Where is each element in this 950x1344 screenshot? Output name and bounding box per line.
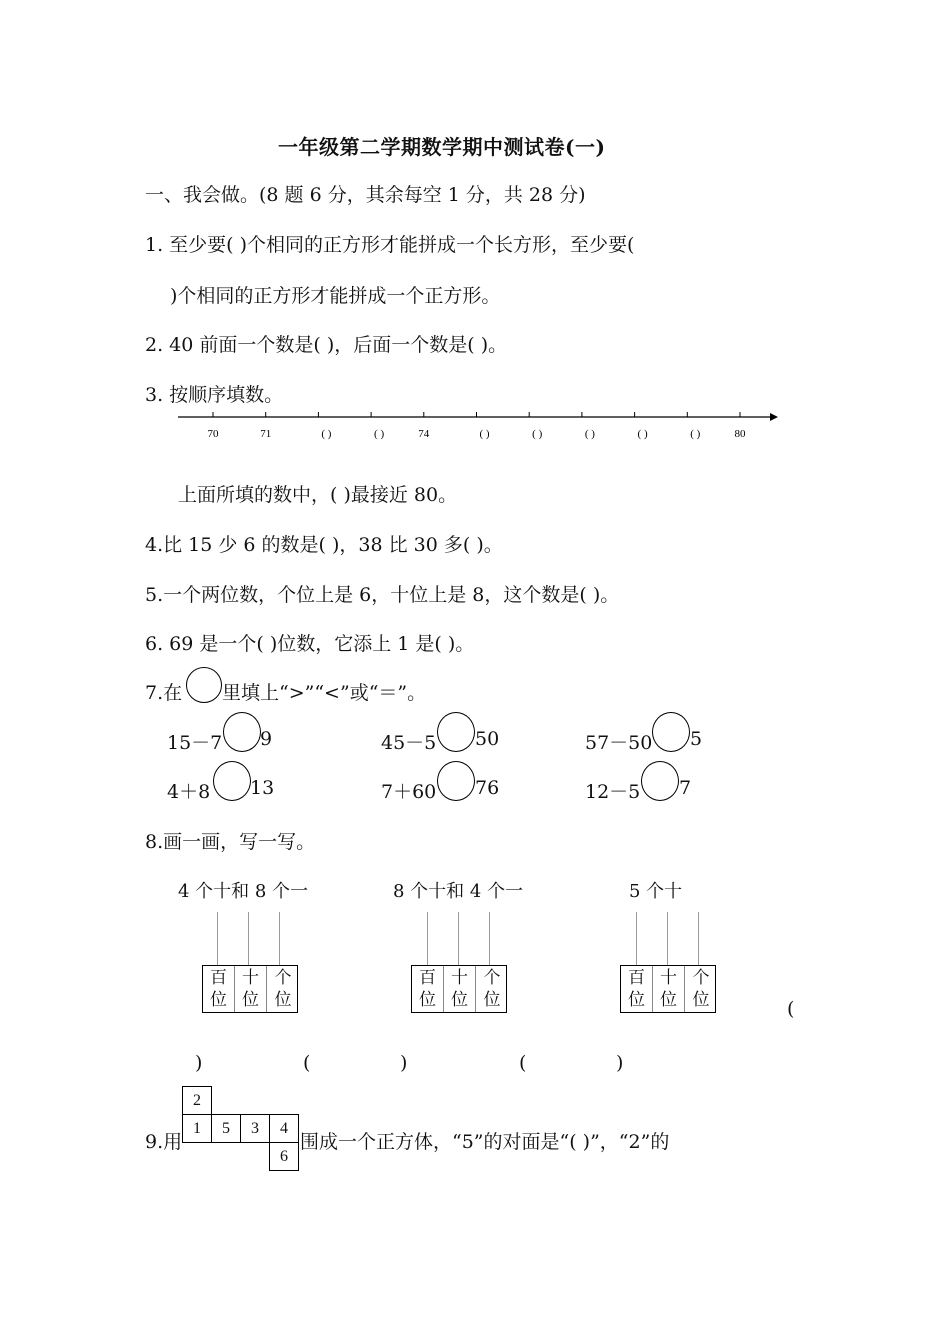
answer-paren-open-3: (	[519, 1052, 527, 1074]
number-line-label[interactable]: ( )	[321, 428, 332, 440]
question-5: 5.一个两位数，个位上是 6，十位上是 8，这个数是( )。	[145, 584, 620, 606]
place-hundreds: 百 位	[412, 966, 444, 1012]
number-line-label[interactable]: ( )	[479, 428, 490, 440]
cube-net-face-5: 5	[211, 1114, 241, 1143]
answer-paren-close-2: )	[400, 1052, 408, 1074]
abacus-rod	[427, 912, 428, 965]
question-8-label: 8.画一画，写一写。	[145, 831, 316, 853]
cube-net-face-4: 4	[269, 1114, 299, 1143]
abacus-caption-2: 8 个十和 4 个一	[393, 881, 524, 902]
abacus-caption-3: 5 个十	[629, 881, 683, 902]
cube-net-face-2: 2	[182, 1086, 212, 1115]
place-ones: 个 位	[692, 968, 710, 1010]
question-4: 4.比 15 少 6 的数是( )，38 比 30 多( )。	[145, 534, 503, 556]
abacus-1[interactable]	[202, 965, 298, 1013]
place-tens: 十 位	[235, 966, 267, 1012]
compare-left-1: 15－7	[167, 732, 223, 754]
compare-circle-5[interactable]	[437, 761, 475, 801]
question-3-follow: 上面所填的数中，( )最接近 80。	[178, 484, 458, 506]
compare-right-4: 13	[250, 777, 275, 799]
section-heading: 一、我会做。(8 题 6 分，其余每空 1 分，共 28 分)	[145, 184, 586, 206]
compare-left-4: 4＋8	[167, 781, 211, 803]
compare-circle-2[interactable]	[437, 712, 475, 752]
number-line	[0, 400, 950, 450]
number-line-label: 70	[207, 428, 219, 440]
compare-circle-6[interactable]	[641, 761, 679, 801]
place-tens: 十 位	[444, 966, 476, 1012]
compare-left-6: 12－5	[585, 781, 641, 803]
compare-right-6: 7	[679, 777, 692, 799]
question-7-pre: 7.在	[145, 682, 183, 704]
number-line-label[interactable]: ( )	[374, 428, 385, 440]
abacus-rod	[489, 912, 490, 965]
number-line-label[interactable]: ( )	[584, 428, 595, 440]
abacus-3[interactable]	[620, 965, 716, 1013]
compare-right-2: 50	[475, 728, 500, 750]
place-hundreds: 百 位	[203, 966, 235, 1012]
question-2: 2. 40 前面一个数是( )，后面一个数是( )。	[145, 334, 508, 356]
compare-left-5: 7＋60	[381, 781, 437, 803]
compare-circle-3[interactable]	[652, 712, 690, 752]
abacus-rod	[667, 912, 668, 965]
place-tens: 十 位	[653, 966, 685, 1012]
page-title: 一年级第二学期数学期中测试卷(一)	[278, 135, 606, 159]
cube-net-face-1: 1	[182, 1114, 212, 1143]
place-ones: 个 位	[274, 968, 292, 1010]
compare-circle-icon	[186, 667, 222, 703]
place-hundreds: 百 位	[621, 966, 653, 1012]
answer-paren-open-1: (	[787, 998, 795, 1020]
compare-right-3: 5	[690, 728, 703, 750]
number-line-label: 80	[734, 428, 746, 440]
answer-paren-open-2: (	[303, 1052, 311, 1074]
number-line-label[interactable]: ( )	[532, 428, 543, 440]
place-ones: 个 位	[483, 968, 501, 1010]
abacus-caption-1: 4 个十和 8 个一	[178, 881, 309, 902]
cube-net-face-3: 3	[240, 1114, 270, 1143]
question-1-line-1: 1. 至少要( )个相同的正方形才能拼成一个长方形，至少要(	[145, 234, 635, 256]
compare-circle-1[interactable]	[223, 712, 261, 752]
abacus-rod	[458, 912, 459, 965]
compare-circle-4[interactable]	[213, 761, 251, 801]
question-3-label: 3. 按顺序填数。	[145, 384, 284, 406]
number-line-label[interactable]: ( )	[637, 428, 648, 440]
number-line-label[interactable]: ( )	[690, 428, 701, 440]
abacus-rod	[636, 912, 637, 965]
question-9-pre: 9.用	[145, 1131, 183, 1153]
answer-paren-close-1: )	[195, 1052, 203, 1074]
abacus-rod	[217, 912, 218, 965]
abacus-rod	[698, 912, 699, 965]
question-9-post: 围成一个正方体，“5”的对面是“( )”，“2”的	[300, 1131, 670, 1153]
question-1-line-2: )个相同的正方形才能拼成一个正方形。	[170, 285, 501, 307]
question-7-post: 里填上“>”“<”或“＝”。	[222, 682, 427, 704]
abacus-rod	[279, 912, 280, 965]
number-line-label: 74	[418, 428, 430, 440]
number-line-label: 71	[260, 428, 272, 440]
abacus-2[interactable]	[411, 965, 507, 1013]
compare-right-5: 76	[475, 777, 500, 799]
compare-left-2: 45－5	[381, 732, 437, 754]
abacus-rod	[248, 912, 249, 965]
cube-net-face-6: 6	[269, 1142, 299, 1171]
compare-right-1: 9	[260, 728, 273, 750]
answer-paren-close-3: )	[616, 1052, 624, 1074]
compare-left-3: 57－50	[585, 732, 653, 754]
question-6: 6. 69 是一个( )位数，它添上 1 是( )。	[145, 633, 475, 655]
